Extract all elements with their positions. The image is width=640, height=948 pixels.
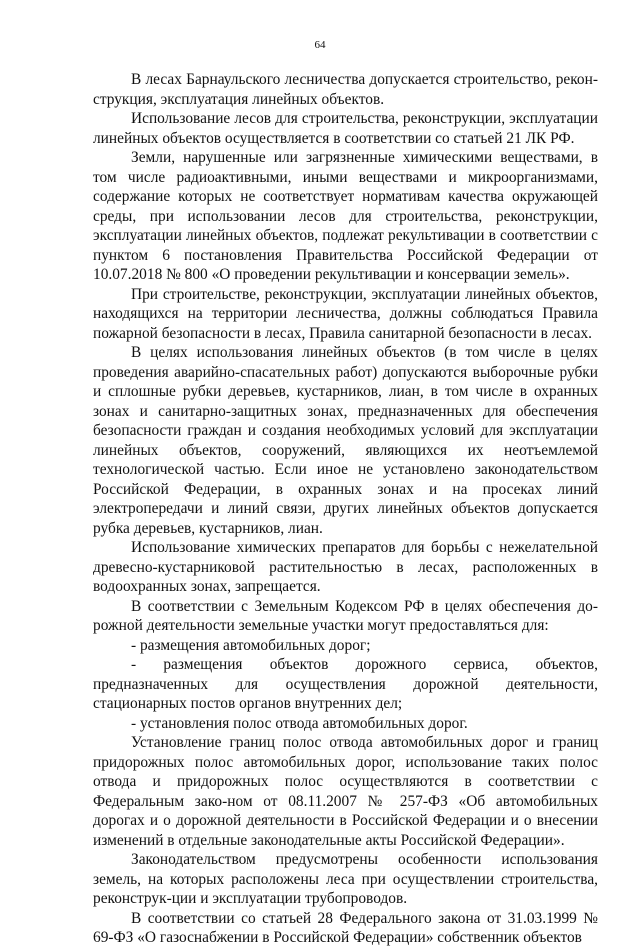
paragraph: При строительстве, реконструкции, эксплуатации линейных объектов, находящихся на территории лесничества, должны соблюдаться Правила пожарной безопасности в лесах, Правила санитарной безопасности в лесах. — [93, 285, 598, 342]
paragraph: В лесах Барнаульского лесничества допускается строительство, рекон-струкция, эксплуатация линейных объектов. — [93, 71, 598, 108]
paragraph: Использование химических препаратов для борьбы с нежелательной древесно-кустарниковой растительностью в лесах, расположенных в водоохранных зонах, запрещается. — [93, 539, 598, 595]
paragraph: Установление границ полос отвода автомобильных дорог и границ придорожных полос автомобильных дорог, использование таких полос отвода и придорожных полос осуществляются в соответствии с Федеральным зако-ном от 08.11.2007 № 257-ФЗ «Об автомобильных дорогах и о дорожной деятельности в Российской Федерации и о внесении изменений в отдельные законодательные акты Российской Федерации». — [93, 734, 598, 849]
paragraph: В соответствии с Земельным Кодексом РФ в целях обеспечения до-рожной деятельности земельные участки могут предоставляться для: — [93, 597, 598, 634]
list-item: - установления полос отвода автомобильных дорог. — [131, 714, 468, 732]
list-item: - размещения объектов дорожного сервиса, объектов, предназначенных для осуществления дорожной деятельности, стационарных постов органов внутренних дел; — [93, 656, 598, 712]
paragraph: В целях использования линейных объектов (в том числе в целях проведения аварийно-спасательных работ) допускаются выборочные рубки и сплошные рубки деревьев, кустарников, лиан, в том числе в охранных зонах и санитарно-защитных зонах, предназначенных для обеспечения безопасности граждан и создания необходимых условий для эксплуатации линейных объектов, сооружений, являющихся их неотъемлемой технологической частью. Если иное не установлено законодательством Российской Федерации, в охранных зонах и на просеках линий электропередачи и линий связи, других линейных объектов допускается рубка деревьев, кустарников, лиан. — [93, 344, 598, 537]
paragraph: Использование лесов для строительства, реконструкции, эксплуатации линейных объектов осуществляется в соответствии со статьей 21 ЛК РФ. — [93, 110, 598, 147]
paragraph: Земли, нарушенные или загрязненные химическими веществами, в том числе радиоактивными, иными веществами и микроорганизмами, содержание которых не соответствует нормативам качества окружающей среды, при использовании лесов для строительства, реконструкции, эксплуатации линейных объектов, подлежат рекультивации в соответствии с пунктом 6 постановления Правительства Российской Федерации от 10.07.2018 № 800 «О проведении рекультивации и консервации земель». — [93, 149, 598, 283]
paragraph: Законодательством предусмотрены особенности использования земель, на которых расположены леса при осуществлении строительства, реконструк-ции и эксплуатации трубопроводов. — [93, 851, 598, 907]
paragraph: В соответствии со статьей 28 Федерального закона от 31.03.1999 № 69-ФЗ «О газоснабжении в Российской Федерации» собственник объектов — [93, 909, 598, 946]
list-item: - размещения автомобильных дорог; — [131, 636, 371, 654]
page-number: 64 — [314, 39, 326, 51]
body-text — [93, 70, 598, 948]
